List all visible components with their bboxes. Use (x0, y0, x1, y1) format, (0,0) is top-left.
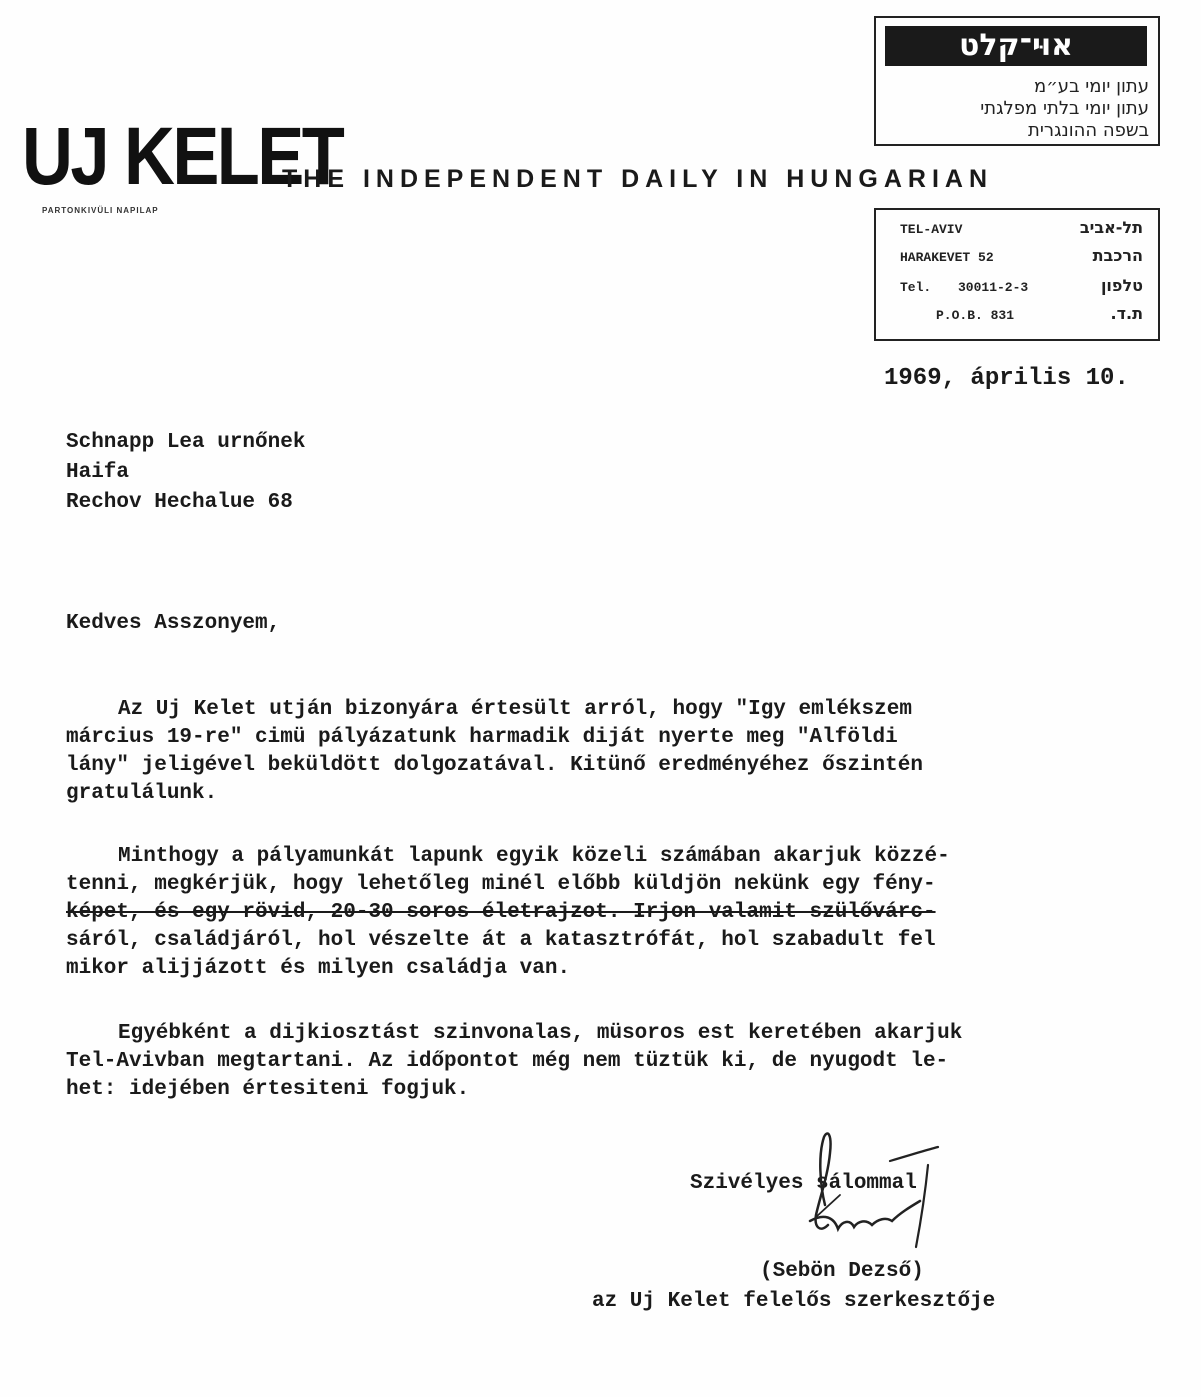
address-street-hebrew: הרכבת (1092, 246, 1143, 265)
letter-date: 1969, április 10. (884, 365, 1129, 392)
paragraph-3 (66, 1020, 962, 1104)
salutation: Kedves Asszonyem, (66, 612, 281, 635)
hebrew-logo: אוּי־קלט (958, 28, 1074, 63)
hebrew-line-3: בשפה ההונגרית (1028, 120, 1149, 141)
recipient-street: Rechov Hechalue 68 (66, 491, 293, 514)
paragraph-2 (66, 843, 950, 983)
paragraph-line: gratulálunk. (66, 782, 218, 805)
paragraph-line: Az Uj Kelet utján bizonyára értesült arról, hogy "Igy emlékszem (118, 698, 912, 721)
hebrew-line-2: עתון יומי בלתי מפלגתי (980, 98, 1149, 119)
recipient-address (66, 428, 305, 518)
signer-title: az Uj Kelet felelős szerkesztője (592, 1290, 996, 1313)
signer-name: (Sebön Dezső) (760, 1260, 924, 1283)
paragraph-line: Minthogy a pályamunkát lapunk egyik közeli számában akarjuk közzé- (118, 845, 950, 868)
paragraph-line: Tel-Avivban megtartani. Az időpontot még nem tüztük ki, de nyugodt le- (66, 1050, 949, 1073)
paragraph-line: sáról, családjáról, hol vészelte át a katasztrófát, hol szabadult fel (66, 929, 936, 952)
paragraph-line: lány" jeligével beküldött dolgozatával. Kitünő eredményéhez őszintén (66, 754, 923, 777)
paragraph-line: Egyébként a dijkiosztást szinvonalas, müsoros est keretében akarjuk (118, 1022, 963, 1045)
masthead-title: UJ KELET (22, 111, 343, 202)
address-pobox: P.O.B. 831 (936, 308, 1015, 323)
paragraph-line: mikor alijjázott és milyen családja van. (66, 957, 571, 980)
paragraph-line-struck: képet, és egy rövid, 20-30 soros életrajzot. Irjon valamit szülővárc- (66, 901, 936, 924)
address-street: HARAKEVET 52 (900, 250, 994, 265)
handwritten-signature (780, 1125, 960, 1255)
paragraph-1 (66, 696, 923, 808)
address-city: TEL-AVIV (900, 222, 963, 237)
paragraph-line: március 19-re" cimü pályázatunk harmadik diját nyerte meg "Alföldi (66, 726, 898, 749)
hebrew-line-1: עתון יומי בע״מ (1033, 76, 1149, 97)
masthead-tagline: THE INDEPENDENT DAILY IN HUNGARIAN (282, 165, 993, 193)
closing: Szivélyes sálommal (690, 1172, 917, 1195)
address-city-hebrew: תל-אביב (1079, 218, 1143, 237)
address-pobox-hebrew: ת.ד. (1110, 304, 1143, 323)
masthead-subtitle: PARTONKIVÜLI NAPILAP (42, 206, 159, 215)
paragraph-line: tenni, megkérjük, hogy lehetőleg minél előbb küldjön nekünk egy fény- (66, 873, 936, 896)
address-phone-label: Tel. (900, 280, 932, 295)
address-phone: 30011-2-3 (958, 280, 1029, 295)
paragraph-line: het: idejében értesiteni fogjuk. (66, 1078, 470, 1101)
recipient-name: Schnapp Lea urnőnek (66, 431, 306, 454)
recipient-city: Haifa (66, 461, 130, 484)
address-phone-hebrew: טלפון (1100, 276, 1143, 295)
